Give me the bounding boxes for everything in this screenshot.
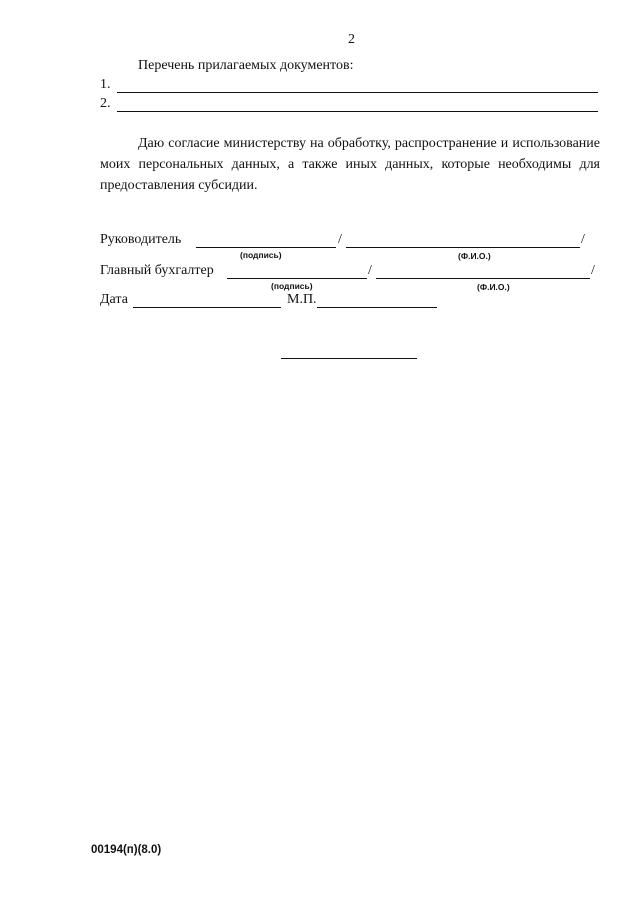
date-line: [133, 307, 281, 308]
attachment-item-1-number: 1.: [100, 77, 111, 92]
head-slash-1: /: [338, 232, 342, 247]
attachments-heading: Перечень прилагаемых документов:: [138, 58, 354, 73]
accountant-signature-line: [227, 278, 367, 279]
head-name-caption: (Ф.И.О.): [458, 251, 491, 261]
stamp-line: [317, 307, 437, 308]
footer-code: 00194(п)(8.0): [91, 844, 162, 856]
attachment-item-2-number: 2.: [100, 96, 111, 111]
accountant-slash-1: /: [368, 263, 372, 278]
consent-paragraph: Даю согласие министерству на обработку, распространение и использование моих персональных данных, а также иных данных, которые необходимы для предоставления субсидии.: [100, 136, 600, 193]
accountant-name-caption: (Ф.И.О.): [477, 282, 510, 292]
head-signature-caption: (подпись): [240, 250, 282, 260]
head-slash-2: /: [581, 232, 585, 247]
attachment-item-1-line: [117, 92, 598, 93]
accountant-name-line: [376, 278, 590, 279]
closing-separator-line: [281, 358, 417, 359]
head-name-line: [346, 247, 580, 248]
accountant-label: Главный бухгалтер: [100, 263, 214, 278]
page-number: 2: [348, 32, 355, 47]
accountant-signature-caption: (подпись): [271, 281, 313, 291]
accountant-slash-2: /: [591, 263, 595, 278]
stamp-label: М.П.: [287, 292, 317, 307]
attachment-item-2-line: [117, 111, 598, 112]
head-signature-line: [196, 247, 336, 248]
date-label: Дата: [100, 292, 128, 307]
head-label: Руководитель: [100, 232, 182, 247]
